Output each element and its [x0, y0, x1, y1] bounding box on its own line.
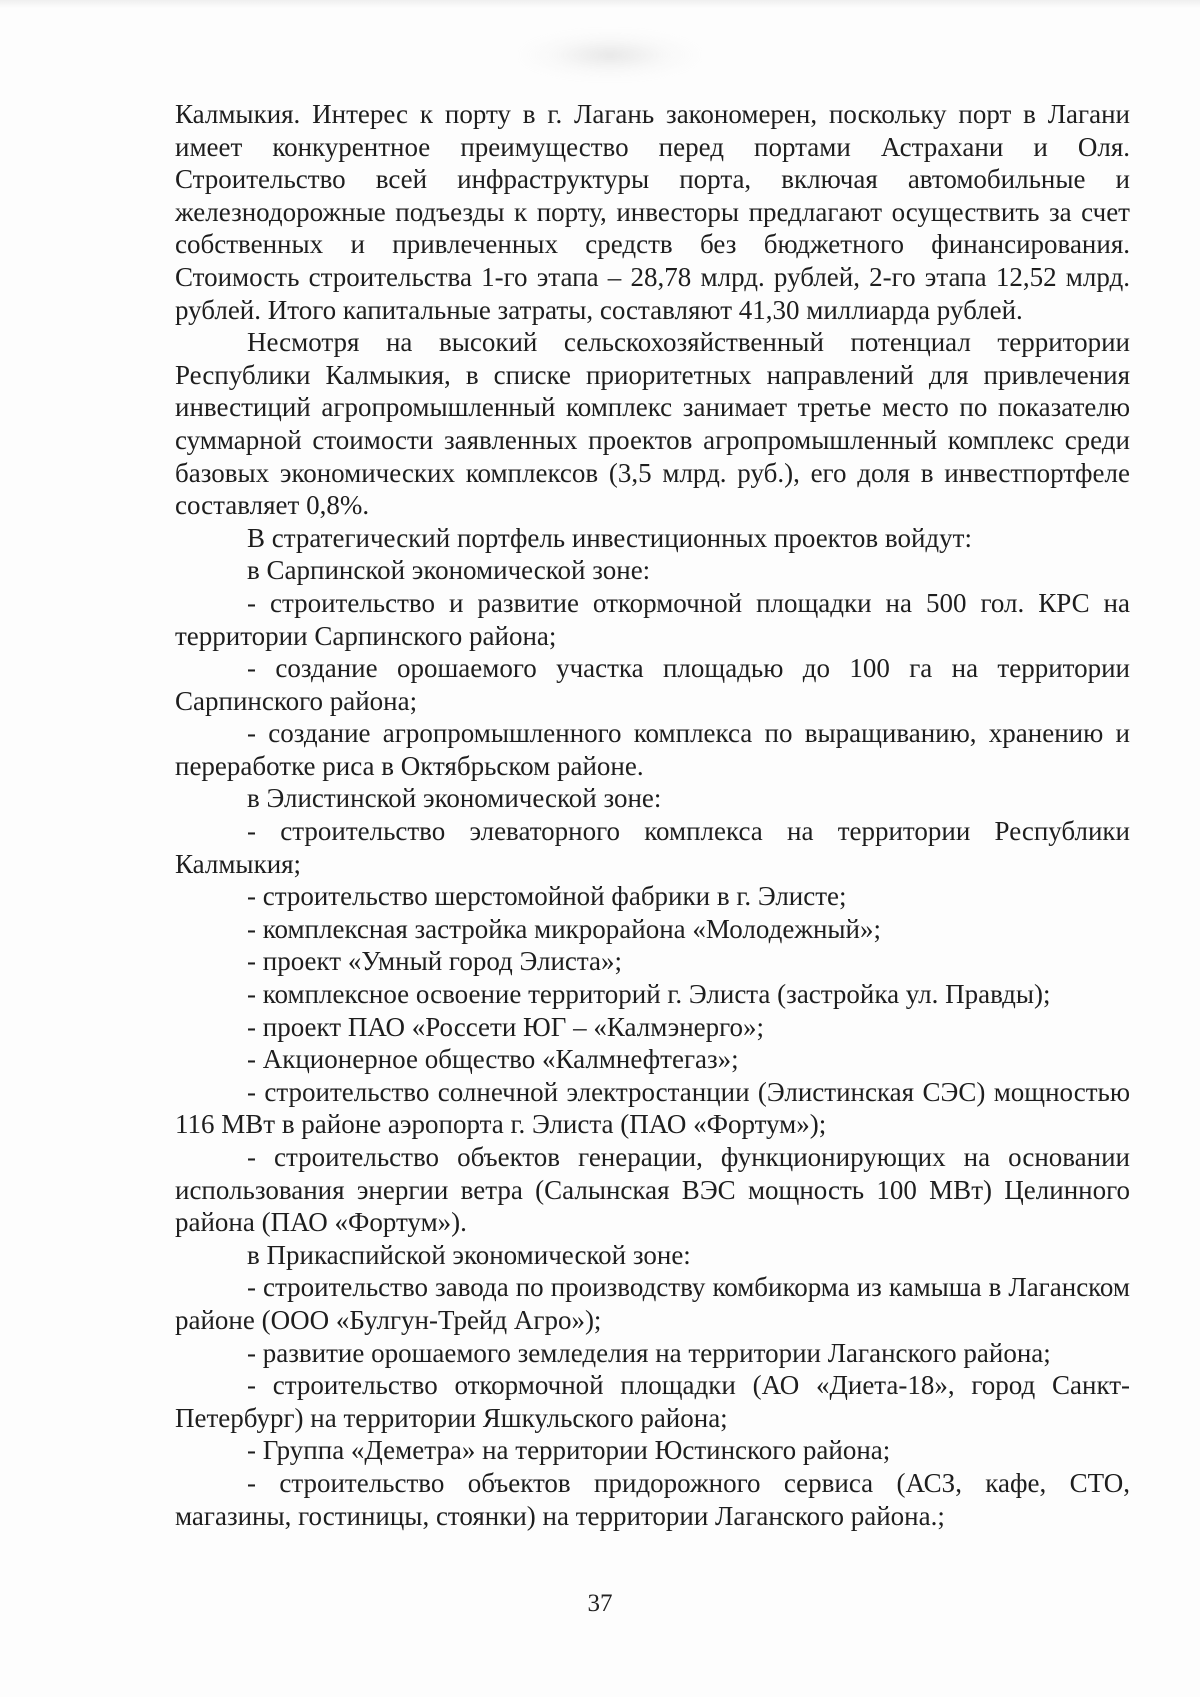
list-item: - комплексная застройка микрорайона «Молодежный»;: [247, 913, 882, 944]
paragraph-port-continuation: Калмыкия. Интерес к порту в г. Лагань закономерен, поскольку порт в Лагани имеет конкурентное преимущество перед портами Астрахани и Оля. Строительство всей инфраструктуры порта, включая автомобильные и железнодорожные подъезды к порту, инвесторы предлагают осуществить за счет собственных и привлеченных средств без бюджетного финансирования. Стоимость строительства 1-го этапа – 28,78 млрд. рублей, 2-го этапа 12,52 млрд. рублей. Итого капитальные затраты, составляют 41,30 миллиарда рублей.: [175, 99, 1130, 325]
heading-elista-zone: в Элистинской экономической зоне:: [247, 783, 662, 814]
page-number: 37: [587, 1590, 613, 1617]
list-item: - строительство и развитие откормочной площадки на 500 гол. КРС на территории Сарпинского района;: [175, 587, 1130, 651]
paragraph-portfolio-intro: В стратегический портфель инвестиционных проектов войдут:: [247, 522, 972, 553]
list-item: - строительство солнечной электростанции (Элистинская СЭС) мощностью 116 МВт в районе аэропорта г. Элиста (ПАО «Фортум»);: [175, 1076, 1130, 1140]
scan-edge-shadow: [0, 0, 1200, 8]
document-body: [175, 98, 1130, 1532]
heading-caspian-zone: в Прикаспийской экономической зоне:: [247, 1239, 691, 1270]
list-item: - комплексное освоение территорий г. Элиста (застройка ул. Правды);: [247, 979, 1051, 1010]
list-item: - проект ПАО «Россети ЮГ – «Калмэнерго»;: [247, 1011, 765, 1042]
list-item: - строительство шерстомойной фабрики в г. Элисте;: [247, 881, 847, 912]
list-item: - строительство откормочной площадки (АО «Диета-18», город Санкт-Петербург) на территории Яшкульского района;: [175, 1370, 1130, 1433]
scan-smudge: [520, 30, 700, 80]
heading-sarpinsk-zone: в Сарпинской экономической зоне:: [247, 555, 651, 586]
paragraph-agro-potential: Несмотря на высокий сельскохозяйственный потенциал территории Республики Калмыкия, в списке приоритетных направлений для привлечения инвестиций агропромышленный комплекс занимает третье место по показателю суммарной стоимости заявленных проектов агропромышленный комплекс среди базовых экономических комплексов (3,5 млрд. руб.), его доля в инвестпортфеле составляет 0,8%.: [175, 327, 1130, 521]
list-item: - создание орошаемого участка площадью до 100 га на территории Сарпинского района;: [175, 653, 1130, 716]
list-item: - создание агропромышленного комплекса по выращиванию, хранению и переработке риса в Октябрьском районе.: [175, 718, 1130, 781]
list-item: - Акционерное общество «Калмнефтегаз»;: [247, 1044, 739, 1075]
list-item: - строительство объектов придорожного сервиса (АСЗ, кафе, СТО, магазины, гостиницы, стоянки) на территории Лаганского района.;: [175, 1467, 1130, 1531]
list-item: - проект «Умный город Элиста»;: [247, 946, 623, 977]
list-item: - строительство объектов генерации, функционирующих на основании использования энергии ветра (Салынская ВЭС мощность 100 МВт) Целинного района (ПАО «Фортум»).: [175, 1142, 1130, 1238]
list-item: - строительство завода по производству комбикорма из камыша в Лаганском районе (ООО «Булгун-Трейд Агро»);: [175, 1272, 1130, 1335]
list-item: - строительство элеваторного комплекса на территории Республики Калмыкия;: [175, 816, 1130, 879]
list-item: - развитие орошаемого земледелия на территории Лаганского района;: [247, 1337, 1051, 1368]
list-item: - Группа «Деметра» на территории Юстинского района;: [247, 1435, 891, 1466]
